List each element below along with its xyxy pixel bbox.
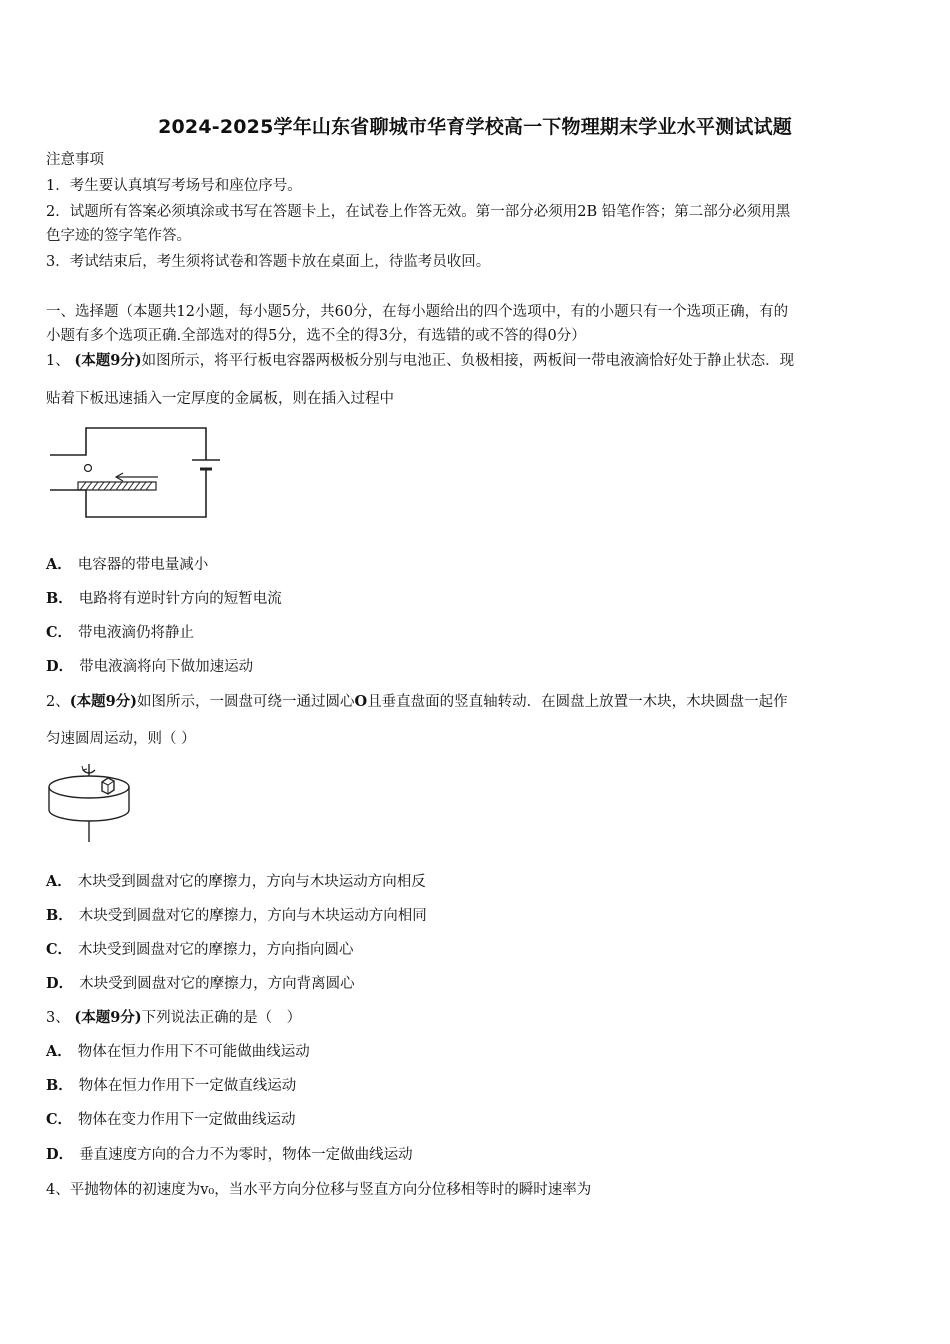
q1-option-c-letter: C． (46, 624, 73, 641)
q2-score: (本题9分) (69, 693, 138, 710)
q3-text: 下列说法正确的是（ ） (141, 1010, 302, 1026)
page-title: 2024-2025学年山东省聊城市华育学校高一下物理期末学业水平测试试题 (158, 116, 792, 138)
q2-option-c-text: 木块受到圆盘对它的摩擦力，方向指向圆心 (78, 942, 354, 958)
q3-option-b-letter: B． (46, 1077, 73, 1094)
q2-option-c[interactable] (46, 940, 906, 960)
q2-option-d-text: 木块受到圆盘对它的摩擦力，方向背离圆心 (79, 976, 355, 992)
q2-option-d[interactable] (46, 974, 906, 994)
q4-number: 4、 (46, 1182, 70, 1198)
q1-number: 1、 (46, 353, 70, 369)
q2-option-b[interactable] (46, 906, 906, 926)
q1-option-a[interactable] (46, 555, 906, 575)
q2-option-b-letter: B． (46, 907, 73, 924)
q2-option-a[interactable] (46, 872, 906, 892)
q3-stem (46, 1008, 906, 1028)
q3-option-d-letter: D． (46, 1146, 74, 1163)
q1-option-c-text: 带电液滴仍将静止 (78, 625, 195, 641)
q1-option-b-letter: B． (46, 590, 73, 607)
q3-option-b[interactable] (46, 1076, 906, 1096)
q3-option-c-text: 物体在变力作用下一定做曲线运动 (78, 1112, 296, 1128)
q2-text1a: 如图所示，一圆盘可绕一通过圆心 (137, 694, 355, 710)
q1-option-d-letter: D． (46, 658, 74, 675)
q1-option-d-text: 带电液滴将向下做加速运动 (79, 659, 254, 675)
q1-text1: 如图所示，将平行板电容器两极板分别与电池正、负极相接，两板间一带电液滴恰好处于静止状态．现 (141, 353, 795, 369)
q3-option-a-letter: A． (46, 1043, 72, 1060)
notice-item-2: 2．试题所有答案必须填涂或书写在答题卡上，在试卷上作答无效。第一部分必须用2B 铅笔作答；第二部分必须用黑 (46, 204, 791, 220)
notice-item-3: 3．考试结束后，考生须将试卷和答题卡放在桌面上，待监考员收回。 (46, 254, 491, 270)
section-heading-line1: 一、选择题（本题共12小题，每小题5分，共60分，在每小题给出的四个选项中，有的小题只有一个选项正确，有的 (46, 304, 789, 320)
q2-text1c: 且垂直盘面的竖直轴转动．在圆盘上放置一木块，木块圆盘一起作 (367, 694, 788, 710)
q3-option-a-text: 物体在恒力作用下不可能做曲线运动 (77, 1044, 310, 1060)
q4-stem (46, 1180, 906, 1200)
q3-option-b-text: 物体在恒力作用下一定做直线运动 (78, 1078, 297, 1094)
notice-item-2-cont: 色字迹的签字笔作答。 (46, 228, 191, 244)
q2-option-c-letter: C． (46, 941, 73, 958)
q3-option-a[interactable] (46, 1042, 906, 1062)
section-heading-line2: 小题有多个选项正确.全部选对的得5分，选不全的得3分，有选错的或不答的得0分） (46, 328, 586, 344)
q4-text: 平抛物体的初速度为v₀，当水平方向分位移与竖直方向分位移相等时的瞬时速率为 (69, 1182, 592, 1198)
q1-option-c[interactable] (46, 623, 906, 643)
q1-option-a-text: 电容器的带电量减小 (77, 557, 209, 573)
q3-option-c-letter: C． (46, 1111, 73, 1128)
q1-option-d[interactable] (46, 657, 906, 677)
q2-option-a-text: 木块受到圆盘对它的摩擦力，方向与木块运动方向相反 (77, 874, 426, 890)
q2-option-d-letter: D． (46, 975, 74, 992)
q1-stem-line1 (46, 351, 906, 371)
q2-option-a-letter: A． (46, 873, 72, 890)
q3-number: 3、 (46, 1010, 70, 1026)
q1-option-a-letter: A． (46, 556, 72, 573)
q1-option-b[interactable] (46, 589, 906, 609)
q2-stem-line1 (46, 692, 906, 712)
q3-option-c[interactable] (46, 1110, 906, 1130)
q2-option-b-text: 木块受到圆盘对它的摩擦力，方向与木块运动方向相同 (78, 908, 427, 924)
capacitor-circuit-diagram (46, 420, 226, 525)
q1-stem-line2: 贴着下板迅速插入一定厚度的金属板，则在插入过程中 (46, 391, 394, 407)
rotating-disk-diagram (44, 760, 134, 845)
notice-item-1: 1．考生要认真填写考场号和座位序号。 (46, 178, 302, 194)
q2-center-label: O (354, 693, 368, 710)
q3-score: (本题9分) (74, 1009, 142, 1026)
q2-stem-line2: 匀速圆周运动，则（ ） (46, 731, 196, 747)
q3-option-d[interactable] (46, 1145, 906, 1165)
notice-heading: 注意事项 (46, 152, 104, 168)
q1-option-b-text: 电路将有逆时针方向的短暂电流 (78, 591, 282, 607)
q1-score: (本题9分) (74, 352, 142, 369)
q2-number: 2、 (46, 694, 70, 710)
q3-option-d-text: 垂直速度方向的合力不为零时，物体一定做曲线运动 (79, 1147, 413, 1163)
